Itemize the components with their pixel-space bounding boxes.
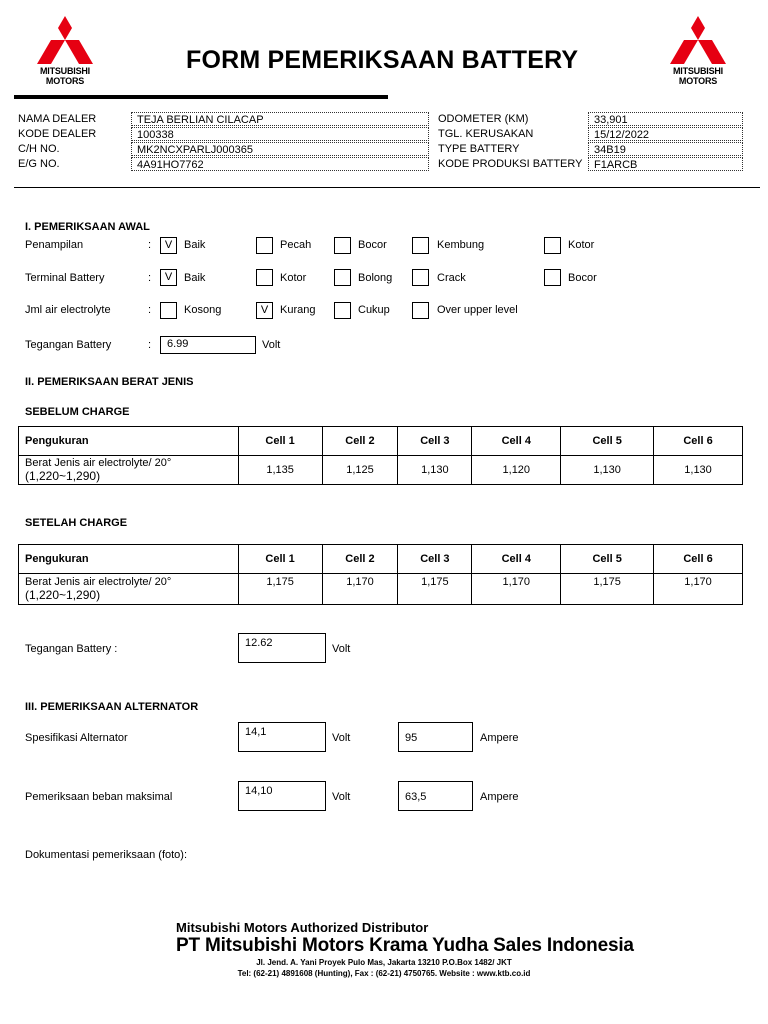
header-cell-6: Cell 6 <box>654 545 743 574</box>
colon: : <box>148 239 152 251</box>
volt-unit: Volt <box>332 791 351 803</box>
header-cell-2: Cell 2 <box>322 427 398 456</box>
mitsubishi-logo-left <box>20 16 110 86</box>
nama-dealer-field[interactable]: TEJA BERLIAN CILACAP <box>131 112 429 126</box>
setelah-charge-table <box>18 544 743 605</box>
row-label: Berat Jenis air electrolyte/ 20° <box>25 575 172 588</box>
option-kosong: Kosong <box>184 304 222 316</box>
logo-text-line2: MOTORS <box>678 76 718 86</box>
checkbox-air-over[interactable] <box>412 302 429 319</box>
kode-dealer-field[interactable]: 100338 <box>131 127 429 141</box>
option-cukup: Cukup <box>358 304 390 316</box>
checkbox-penampilan-bocor[interactable] <box>334 237 351 254</box>
spesifikasi-ampere-field[interactable]: 95 <box>398 722 473 752</box>
option-kotor: Kotor <box>280 272 307 284</box>
option-kotor: Kotor <box>568 239 595 251</box>
logo-text-line1: MITSUBISHI <box>39 66 90 76</box>
beban-ampere-field[interactable]: 63,5 <box>398 781 473 811</box>
dokumentasi-label: Dokumentasi pemeriksaan (foto): <box>25 849 188 861</box>
header-cell-4: Cell 4 <box>472 427 561 456</box>
table-row <box>19 456 743 485</box>
form-title: FORM PEMERIKSAAN BATTERY <box>186 46 579 74</box>
title-underline <box>14 95 388 99</box>
header-cell-6: Cell 6 <box>654 427 743 456</box>
option-kurang: Kurang <box>280 304 316 316</box>
checkbox-penampilan-baik[interactable]: V <box>160 237 177 254</box>
checkbox-penampilan-kotor[interactable] <box>544 237 561 254</box>
checkbox-penampilan-pecah[interactable] <box>256 237 273 254</box>
option-pecah: Pecah <box>280 239 312 251</box>
tegangan-setelah-label: Tegangan Battery : <box>25 643 118 655</box>
section-awal-title: I. PEMERIKSAAN AWAL <box>25 221 150 233</box>
option-bolong: Bolong <box>358 272 393 284</box>
header-cell-3: Cell 3 <box>398 427 472 456</box>
cell-4-value[interactable]: 1,170 <box>472 574 561 605</box>
option-baik: Baik <box>184 239 206 251</box>
three-diamonds-icon <box>34 16 96 66</box>
sebelum-charge-title: SEBELUM CHARGE <box>25 406 130 418</box>
table-header-row <box>19 427 743 456</box>
checkbox-terminal-bocor[interactable] <box>544 269 561 286</box>
logo-text-line2: MOTORS <box>45 76 85 86</box>
header-pengukuran: Pengukuran <box>19 545 239 574</box>
volt-unit: Volt <box>332 643 351 655</box>
terminal-label: Terminal Battery <box>25 272 105 284</box>
label-odometer: ODOMETER (KM) <box>438 113 529 125</box>
header-cell-5: Cell 5 <box>561 427 654 456</box>
footer-contact: Tel: (62-21) 4891608 (Hunting), Fax : (62-21) 4750765. Website : www.ktb.co.id <box>237 969 531 978</box>
row-label-cell <box>19 456 239 485</box>
checkbox-air-cukup[interactable] <box>334 302 351 319</box>
label-nama-dealer: NAMA DEALER <box>18 113 97 125</box>
cell-1-value[interactable]: 1,175 <box>238 574 322 605</box>
row-label: Berat Jenis air electrolyte/ 20° <box>25 456 172 469</box>
option-bocor: Bocor <box>358 239 387 251</box>
option-kembung: Kembung <box>437 239 485 251</box>
checkbox-terminal-baik[interactable]: V <box>160 269 177 286</box>
header-cell-2: Cell 2 <box>322 545 398 574</box>
label-kode-dealer: KODE DEALER <box>18 128 97 140</box>
footer-distributor: Mitsubishi Motors Authorized Distributor <box>176 920 429 935</box>
kode-produksi-field[interactable]: F1ARCB <box>588 157 743 171</box>
tegangan-setelah-field[interactable]: 12.62 <box>238 633 326 663</box>
footer-company: PT Mitsubishi Motors Krama Yudha Sales Indonesia <box>176 935 634 956</box>
table-header-row <box>19 545 743 574</box>
cell-3-value[interactable]: 1,130 <box>398 456 472 485</box>
checkbox-air-kosong[interactable] <box>160 302 177 319</box>
tegangan-awal-label: Tegangan Battery <box>25 339 112 351</box>
beban-volt-field[interactable]: 14,10 <box>238 781 326 811</box>
colon: : <box>148 272 152 284</box>
setelah-charge-title: SETELAH CHARGE <box>25 517 128 529</box>
checkbox-air-kurang[interactable]: V <box>256 302 273 319</box>
label-eg-no: E/G NO. <box>18 158 60 170</box>
label-kode-produksi: KODE PRODUKSI BATTERY <box>438 158 583 170</box>
cell-6-value[interactable]: 1,170 <box>654 574 743 605</box>
volt-unit: Volt <box>332 732 351 744</box>
checkbox-terminal-bolong[interactable] <box>334 269 351 286</box>
three-diamonds-icon <box>667 16 729 66</box>
ampere-unit: Ampere <box>480 791 519 803</box>
spesifikasi-volt-field[interactable]: 14,1 <box>238 722 326 752</box>
label-type-battery: TYPE BATTERY <box>438 143 520 155</box>
header-right-labels <box>438 112 582 172</box>
tegangan-awal-field[interactable]: 6.99 <box>160 336 256 354</box>
sebelum-charge-table <box>18 426 743 485</box>
colon: : <box>148 339 152 351</box>
label-ch-no: C/H NO. <box>18 143 60 155</box>
option-bocor: Bocor <box>568 272 597 284</box>
row-range: (1,220~1,290) <box>25 587 101 602</box>
odometer-field[interactable]: 33,901 <box>588 112 743 126</box>
eg-no-field[interactable]: 4A91HO7762 <box>131 157 429 171</box>
header-divider <box>14 187 760 188</box>
header-cell-3: Cell 3 <box>398 545 472 574</box>
penampilan-label: Penampilan <box>25 239 84 251</box>
checkbox-terminal-crack[interactable] <box>412 269 429 286</box>
row-range: (1,220~1,290) <box>25 468 101 483</box>
cell-3-value[interactable]: 1,175 <box>398 574 472 605</box>
header-pengukuran: Pengukuran <box>19 427 239 456</box>
logo-text-line1: MITSUBISHI <box>672 66 723 76</box>
header-left-labels <box>18 112 96 172</box>
cell-5-value[interactable]: 1,130 <box>561 456 654 485</box>
option-over-upper-level: Over upper level <box>437 304 518 316</box>
mitsubishi-logo-right <box>653 16 743 86</box>
cell-5-value[interactable]: 1,175 <box>561 574 654 605</box>
row-label-cell <box>19 574 239 605</box>
footer-address: Jl. Jend. A. Yani Proyek Pulo Mas, Jakarta 13210 P.O.Box 1482/ JKT <box>256 958 512 967</box>
table-row <box>19 574 743 605</box>
header-cell-4: Cell 4 <box>472 545 561 574</box>
checkbox-terminal-kotor[interactable] <box>256 269 273 286</box>
header-cell-5: Cell 5 <box>561 545 654 574</box>
beban-label: Pemeriksaan beban maksimal <box>25 791 173 803</box>
volt-unit: Volt <box>262 339 281 351</box>
cell-6-value[interactable]: 1,130 <box>654 456 743 485</box>
option-baik: Baik <box>184 272 206 284</box>
label-tgl-kerusakan: TGL. KERUSAKAN <box>438 128 534 140</box>
checkbox-penampilan-kembung[interactable] <box>412 237 429 254</box>
option-crack: Crack <box>437 272 466 284</box>
header-cell-1: Cell 1 <box>238 545 322 574</box>
type-battery-field[interactable]: 34B19 <box>588 142 743 156</box>
cell-2-value[interactable]: 1,125 <box>322 456 398 485</box>
spesifikasi-label: Spesifikasi Alternator <box>25 732 128 744</box>
cell-4-value[interactable]: 1,120 <box>472 456 561 485</box>
ch-no-field[interactable]: MK2NCXPARLJ000365 <box>131 142 429 156</box>
ampere-unit: Ampere <box>480 732 519 744</box>
header-cell-1: Cell 1 <box>238 427 322 456</box>
tgl-kerusakan-field[interactable]: 15/12/2022 <box>588 127 743 141</box>
air-electrolyte-label: Jml air electrolyte <box>25 304 111 316</box>
section-berat-title: II. PEMERIKSAAN BERAT JENIS <box>25 376 194 388</box>
cell-1-value[interactable]: 1,135 <box>238 456 322 485</box>
section-alternator-title: III. PEMERIKSAAN ALTERNATOR <box>25 701 199 713</box>
colon: : <box>148 304 152 316</box>
cell-2-value[interactable]: 1,170 <box>322 574 398 605</box>
